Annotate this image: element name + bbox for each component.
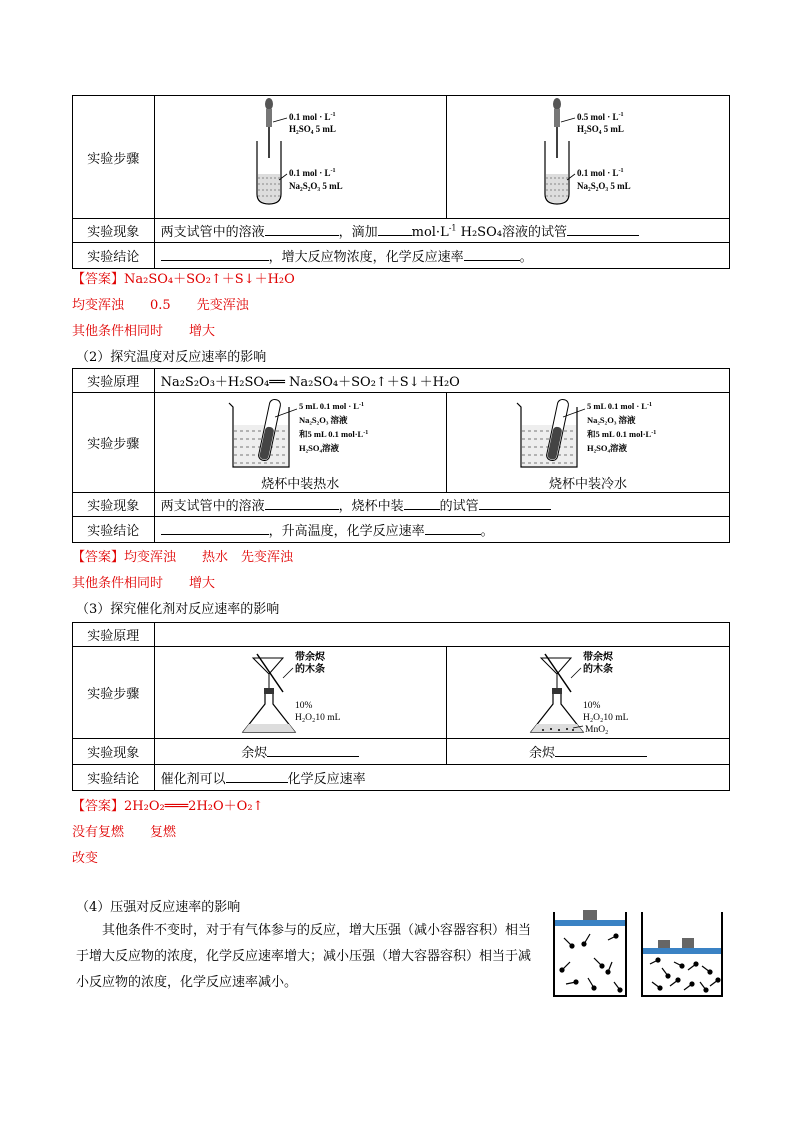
- principle-cell: Na₂S₂O₃＋H₂SO₄══ Na₂SO₄＋SO₂↑＋S↓＋H₂O: [154, 369, 729, 393]
- svg-text:Na₂S₂O₃ 溶液: Na₂S₂O₃ 溶液: [299, 415, 348, 425]
- fig1-top-vol: H₂SO₄ 5 mL: [289, 124, 337, 134]
- svg-text:Na₂S₂O₃ 溶液: Na₂S₂O₃ 溶液: [587, 415, 636, 425]
- svg-text:带余烬: 带余烬: [583, 651, 613, 663]
- catalyst-table: [72, 622, 730, 791]
- section-2-title: （2）探究温度对反应速率的影响: [76, 350, 267, 365]
- svg-text:0.5 mol · L-1: 0.5 mol · $L^{-1}$: [577, 112, 624, 122]
- svg-text:H₂SO₄溶液: H₂SO₄溶液: [587, 443, 628, 453]
- concentration-table: [72, 95, 730, 269]
- row-label-conclusion: 实验结论: [73, 517, 155, 543]
- beaker-test-tube-icon: [453, 395, 723, 473]
- fig2-top-conc: 0.5 mol · L: [577, 112, 619, 122]
- svg-text:的木条: 的木条: [583, 663, 613, 675]
- answer-1-line-1: 【答案】Na₂SO₄＋SO₂↑＋S↓＋H₂O: [72, 272, 295, 287]
- fig2-bot-conc: 0.1 mol · L: [577, 168, 619, 178]
- flask-figure-catalyst: [447, 647, 730, 739]
- temperature-table: [72, 368, 730, 543]
- caption-cold-water: 烧杯中装冷水: [548, 477, 627, 492]
- beaker-figure-hot: [154, 393, 446, 493]
- flask-figure-no-catalyst: [154, 647, 446, 739]
- conclusion-cell: ，升高温度，化学反应速率 。: [154, 517, 729, 543]
- svg-text:10%: 10%: [583, 700, 601, 711]
- conical-flask-icon: [453, 648, 723, 738]
- tube-figure-right: [447, 96, 730, 219]
- conclusion-cell: 催化剂可以 化学反应速率: [154, 765, 729, 791]
- pressure-paragraph: 其他条件不变时，对于有气体参与的反应，增大压强（减小容器容积）相当于增大反应物的浓度，化学反应速率增大；减小压强（增大容器容积）相当于减小反应物的浓度，化学反应速率减小。: [76, 923, 532, 990]
- answer-1-line-3: 其他条件相同时 增大: [72, 324, 216, 339]
- svg-text:0.1 mol · L-1: 0.1 mol · $L^{-1}$: [289, 112, 336, 122]
- svg-text:和5 mL 0.1 mol·L-1: 和5 mL 0.1 $mol\cdot L^{-1}$: [299, 429, 369, 439]
- fig1-bot-vol: Na₂S₂O₃ 5 mL: [289, 181, 343, 191]
- answer-3-line-1: 【答案】2H₂O₂═══2H₂O＋O₂↑: [72, 799, 264, 814]
- conical-flask-icon: [165, 648, 435, 738]
- row-label-steps: 实验步骤: [73, 96, 155, 219]
- answer-1-line-2: 均变浑浊 0.5 先变浑浊: [72, 298, 249, 313]
- row-label-conclusion: 实验结论: [73, 765, 155, 791]
- fig1-top-conc: 0.1 mol · L: [289, 112, 331, 122]
- test-tube-dropper-icon: [453, 96, 723, 214]
- answer-2-line-2: 其他条件相同时 增大: [72, 576, 216, 591]
- row-label-principle: 实验原理: [73, 369, 155, 393]
- beaker-figure-cold: [447, 393, 730, 493]
- fig2-top-vol: H₂SO₄ 5 mL: [577, 124, 624, 134]
- row-label-phenomenon: 实验现象: [73, 493, 155, 517]
- row-label-steps: 实验步骤: [73, 393, 155, 493]
- phenomenon-left: 余烬: [154, 739, 446, 765]
- test-tube-dropper-icon: [165, 96, 435, 214]
- phenomenon-cell: 两支试管中的溶液 ，烧杯中装 的试管: [154, 493, 729, 517]
- svg-text:MnO₂: MnO₂: [585, 724, 609, 735]
- phenomenon-cell: 两支试管中的溶液 ，滴加 $mol\cdot L^{-1}$ H₂SO₄溶液的试管: [154, 219, 729, 243]
- svg-text:5 mL 0.1 mol · L-1: 5 mL 0.1 mol · $L^{-1}$: [299, 401, 365, 411]
- row-label-conclusion: 实验结论: [73, 243, 155, 269]
- answer-3-line-2: 没有复燃 复燃: [72, 825, 177, 840]
- svg-text:0.1 mol · L-1: 0.1 mol · $L^{-1}$: [577, 168, 624, 178]
- svg-text:的木条: 的木条: [295, 663, 326, 675]
- svg-text:10%: 10%: [295, 700, 313, 711]
- fig1-bot-conc: 0.1 mol · L: [289, 168, 331, 178]
- svg-text:0.1 mol · L-1: 0.1 mol · $L^{-1}$: [289, 168, 336, 178]
- pressure-container-icon: [550, 906, 730, 1000]
- svg-text:H₂O₂10 mL: H₂O₂10 mL: [583, 712, 629, 723]
- svg-text:和5 mL 0.1 mol·L-1: 和5 mL 0.1 $mol\cdot L^{-1}$: [587, 429, 657, 439]
- section-4-title: （4）压强对反应速率的影响: [76, 900, 241, 915]
- answer-2-line-1: 【答案】均变浑浊 热水 先变浑浊: [72, 550, 294, 565]
- fig2-bot-vol: Na₂S₂O₃ 5 mL: [577, 181, 631, 191]
- section-3-title: （3）探究催化剂对反应速率的影响: [76, 602, 280, 617]
- row-label-phenomenon: 实验现象: [73, 219, 155, 243]
- row-label-phenomenon: 实验现象: [73, 739, 155, 765]
- row-label-steps: 实验步骤: [73, 647, 155, 739]
- svg-text:H₂O₂10 mL: H₂O₂10 mL: [295, 712, 341, 723]
- tube-figure-left: [154, 96, 446, 219]
- answer-3-line-3: 改变: [72, 851, 99, 866]
- svg-text:5 mL 0.1 mol · L-1: 5 mL 0.1 mol · $L^{-1}$: [587, 401, 652, 411]
- phenomenon-right: 余烬: [447, 739, 730, 765]
- row-label-principle: 实验原理: [73, 623, 155, 647]
- svg-text:H₂SO₄溶液: H₂SO₄溶液: [299, 443, 340, 453]
- conclusion-cell: ，增大反应物浓度，化学反应速率 。: [154, 243, 729, 269]
- beaker-test-tube-icon: [165, 395, 435, 473]
- svg-text:带余烬: 带余烬: [295, 651, 326, 663]
- principle-cell-empty: [154, 623, 729, 647]
- caption-hot-water: 烧杯中装热水: [261, 477, 340, 492]
